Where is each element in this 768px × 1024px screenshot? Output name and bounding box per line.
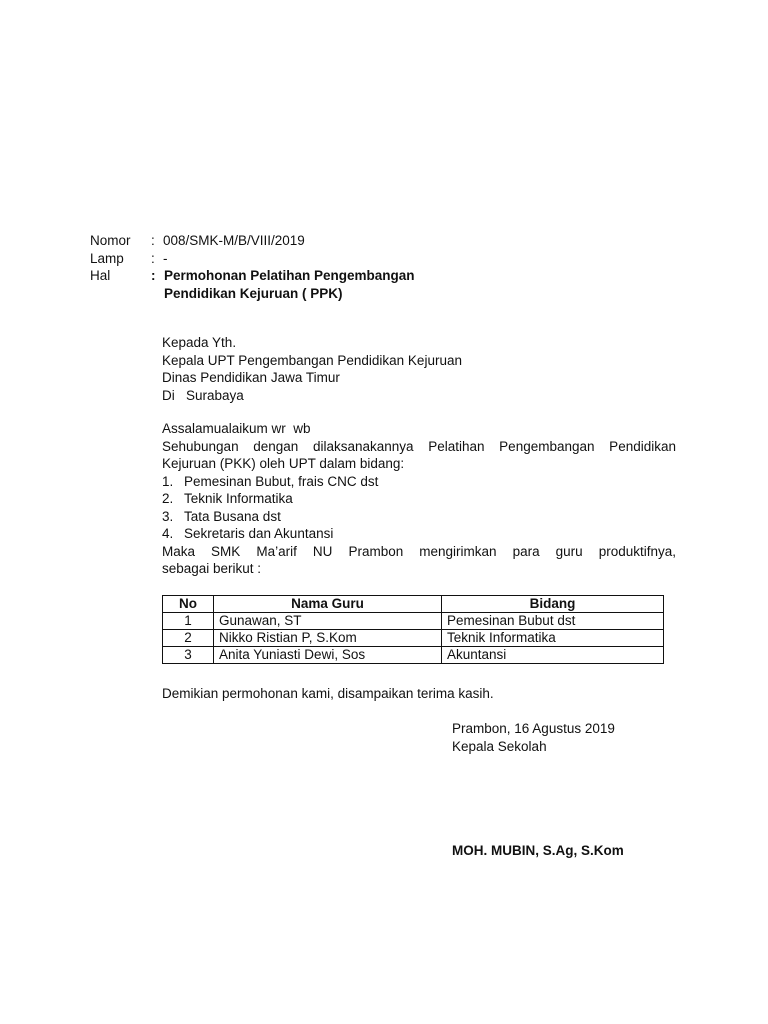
list-item (162, 525, 676, 543)
hal-row (90, 267, 415, 285)
hal-row-continued (90, 285, 415, 303)
letter-body (162, 420, 676, 578)
list-item (162, 473, 676, 491)
recipient-line: Kepala UPT Pengembangan Pendidikan Kejuruan (162, 352, 462, 368)
recipient-line: Di Surabaya (162, 387, 244, 403)
list-item-text: Teknik Informatika (184, 491, 293, 506)
nomor-value: 008/SMK-M/B/VIII/2019 (163, 233, 305, 248)
column-header-nama: Nama Guru (214, 596, 442, 613)
table-row (163, 630, 664, 647)
signer-position: Kepala Sekolah (452, 738, 547, 754)
hal-separator: : (151, 268, 156, 283)
cell-no: 3 (163, 647, 214, 664)
cell-no: 1 (163, 613, 214, 630)
column-header-bidang: Bidang (442, 596, 664, 613)
lamp-label: Lamp (90, 250, 124, 266)
cell-no: 2 (163, 630, 214, 647)
column-header-no: No (163, 596, 214, 613)
table-header-row (163, 596, 664, 613)
lamp-row (90, 250, 415, 268)
letter-header (90, 232, 415, 302)
list-item-number: 2. (162, 491, 174, 506)
recipient-line: Dinas Pendidikan Jawa Timur (162, 370, 340, 385)
teacher-table (162, 595, 664, 664)
lamp-separator: : (151, 250, 155, 266)
nomor-row (90, 232, 415, 250)
cell-bidang: Teknik Informatika (442, 630, 664, 647)
list-item-text: Sekretaris dan Akuntansi (184, 526, 334, 541)
cell-nama: Gunawan, ST (214, 613, 442, 630)
cell-nama: Nikko Ristian P, S.Kom (214, 630, 442, 647)
greeting: Assalamualaikum wr wb (162, 421, 311, 436)
list-item (162, 508, 676, 526)
followup-line-2: sebagai berikut : (162, 561, 262, 576)
signer-name: MOH. MUBIN, S.Ag, S.Kom (452, 843, 624, 858)
list-item-text: Tata Busana dst (184, 508, 281, 524)
nomor-separator: : (151, 233, 155, 248)
followup-line-1: Maka SMK Ma’arif NU Prambon mengirimkan para guru produktifnya, (162, 543, 676, 559)
intro-line-2: Kejuruan (PKK) oleh UPT dalam bidang: (162, 456, 405, 471)
hal-value-line1: Permohonan Pelatihan Pengembangan (164, 268, 415, 283)
hal-label: Hal (90, 268, 111, 283)
closing-statement: Demikian permohonan kami, disampaikan terima kasih. (162, 686, 494, 701)
cell-nama: Anita Yuniasti Dewi, Sos (214, 647, 442, 664)
signature-block (452, 720, 615, 755)
list-item (162, 490, 676, 508)
list-item-number: 3. (162, 508, 174, 524)
table-row (163, 647, 664, 664)
cell-bidang: Akuntansi (442, 647, 664, 664)
list-item-number: 1. (162, 473, 174, 489)
list-item-number: 4. (162, 526, 174, 541)
recipient-address (162, 334, 676, 404)
intro-line-1: Sehubungan dengan dilaksanakannya Pelatihan Pengembangan Pendidikan (162, 438, 676, 454)
nomor-label: Nomor (90, 233, 131, 248)
cell-bidang: Pemesinan Bubut dst (442, 613, 664, 630)
hal-value-line2: Pendidikan Kejuruan ( PPK) (164, 285, 343, 301)
table-row (163, 613, 664, 630)
lamp-value: - (163, 250, 168, 266)
field-list (162, 473, 676, 543)
list-item-text: Pemesinan Bubut, frais CNC dst (184, 473, 379, 489)
place-date: Prambon, 16 Agustus 2019 (452, 721, 615, 736)
recipient-line: Kepada Yth. (162, 335, 237, 350)
